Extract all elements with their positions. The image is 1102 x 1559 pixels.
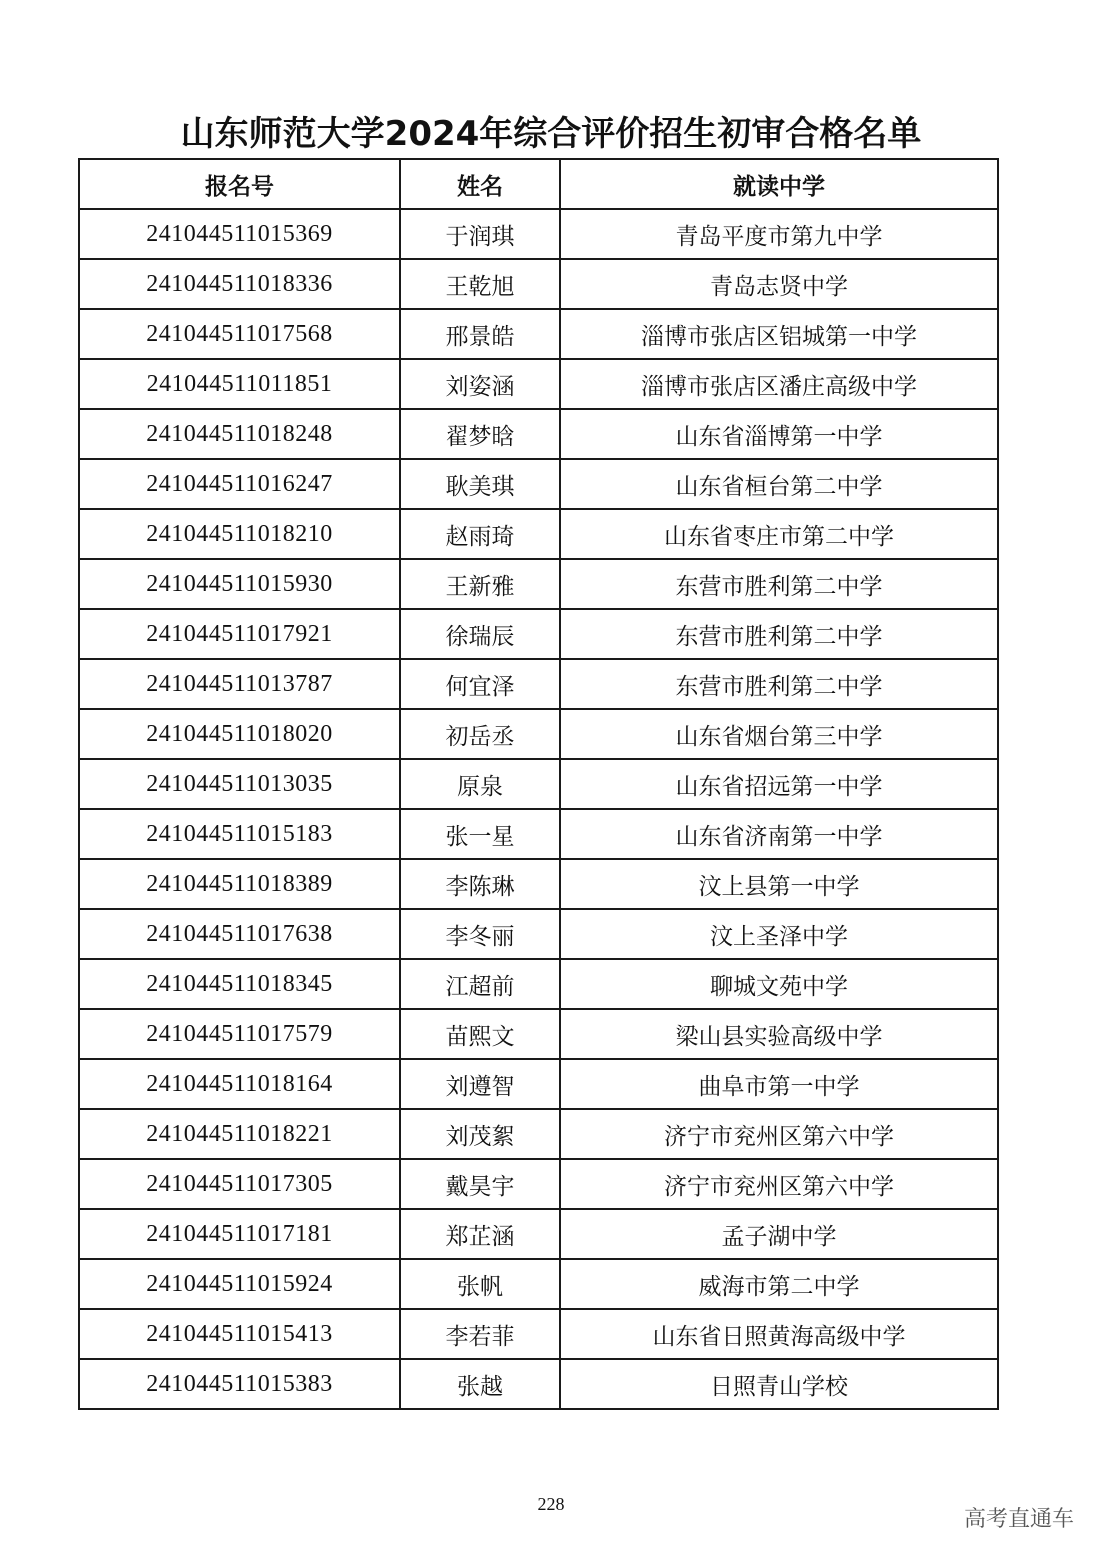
school-cell: 东营市胜利第二中学 [560, 609, 998, 659]
table-header-row [79, 159, 998, 209]
student-name-cell: 戴昊宇 [400, 1159, 560, 1209]
table-row [79, 609, 998, 659]
school-cell: 威海市第二中学 [560, 1259, 998, 1309]
student-name-cell: 于润琪 [400, 209, 560, 259]
student-name-cell: 刘遵智 [400, 1059, 560, 1109]
table-row [79, 359, 998, 409]
student-name-cell: 张帆 [400, 1259, 560, 1309]
header-registration-number: 报名号 [79, 159, 400, 209]
school-cell: 山东省桓台第二中学 [560, 459, 998, 509]
school-cell: 日照青山学校 [560, 1359, 998, 1409]
header-school: 就读中学 [560, 159, 998, 209]
page-title: 山东师范大学2024年综合评价招生初审合格名单 [180, 114, 922, 154]
school-cell: 山东省日照黄海高级中学 [560, 1309, 998, 1359]
table-row [79, 509, 998, 559]
student-name-cell: 张一星 [400, 809, 560, 859]
registration-number-cell: 241044511015924 [79, 1259, 400, 1309]
registration-number-cell: 241044511013787 [79, 659, 400, 709]
student-name-cell: 初岳丞 [400, 709, 560, 759]
table-row [79, 709, 998, 759]
school-cell: 曲阜市第一中学 [560, 1059, 998, 1109]
registration-number-cell: 241044511013035 [79, 759, 400, 809]
table-row [79, 659, 998, 709]
table-row [79, 859, 998, 909]
student-name-cell: 王新雅 [400, 559, 560, 609]
registration-number-cell: 241044511017181 [79, 1209, 400, 1259]
registration-number-cell: 241044511015369 [79, 209, 400, 259]
student-name-cell: 徐瑞辰 [400, 609, 560, 659]
student-name-cell: 翟梦晗 [400, 409, 560, 459]
student-name-cell: 苗熙文 [400, 1009, 560, 1059]
registration-number-cell: 241044511018345 [79, 959, 400, 1009]
school-cell: 东营市胜利第二中学 [560, 559, 998, 609]
table-row [79, 1359, 998, 1409]
school-cell: 山东省招远第一中学 [560, 759, 998, 809]
table-row [79, 909, 998, 959]
registration-number-cell: 241044511018221 [79, 1109, 400, 1159]
table-row [79, 259, 998, 309]
registration-number-cell: 241044511017921 [79, 609, 400, 659]
watermark-text: 高考直通车 [963, 1507, 1074, 1532]
school-cell: 青岛志贤中学 [560, 259, 998, 309]
school-cell: 汶上县第一中学 [560, 859, 998, 909]
school-cell: 淄博市张店区潘庄高级中学 [560, 359, 998, 409]
school-cell: 山东省济南第一中学 [560, 809, 998, 859]
school-cell: 济宁市兖州区第六中学 [560, 1109, 998, 1159]
school-cell: 东营市胜利第二中学 [560, 659, 998, 709]
student-name-cell: 赵雨琦 [400, 509, 560, 559]
school-cell: 梁山县实验高级中学 [560, 1009, 998, 1059]
registration-number-cell: 241044511015383 [79, 1359, 400, 1409]
registration-number-cell: 241044511017579 [79, 1009, 400, 1059]
table-row [79, 1309, 998, 1359]
school-cell: 孟子湖中学 [560, 1209, 998, 1259]
student-name-cell: 李若菲 [400, 1309, 560, 1359]
registration-number-cell: 241044511015413 [79, 1309, 400, 1359]
registration-number-cell: 241044511011851 [79, 359, 400, 409]
registration-number-cell: 241044511018020 [79, 709, 400, 759]
header-name: 姓名 [400, 159, 560, 209]
student-name-cell: 郑芷涵 [400, 1209, 560, 1259]
table-row [79, 1059, 998, 1109]
table-row [79, 959, 998, 1009]
registration-number-cell: 241044511018336 [79, 259, 400, 309]
registration-number-cell: 241044511016247 [79, 459, 400, 509]
table-row [79, 1209, 998, 1259]
registration-number-cell: 241044511017638 [79, 909, 400, 959]
page-number: 228 [537, 1494, 565, 1514]
school-cell: 山东省枣庄市第二中学 [560, 509, 998, 559]
student-name-cell: 江超前 [400, 959, 560, 1009]
table-row [79, 1259, 998, 1309]
student-name-cell: 刘茂絮 [400, 1109, 560, 1159]
registration-number-cell: 241044511018389 [79, 859, 400, 909]
table-row [79, 309, 998, 359]
student-name-cell: 何宜泽 [400, 659, 560, 709]
school-cell: 山东省烟台第三中学 [560, 709, 998, 759]
school-cell: 聊城文苑中学 [560, 959, 998, 1009]
table-row [79, 1159, 998, 1209]
student-name-cell: 王乾旭 [400, 259, 560, 309]
registration-number-cell: 241044511018248 [79, 409, 400, 459]
school-cell: 山东省淄博第一中学 [560, 409, 998, 459]
school-cell: 济宁市兖州区第六中学 [560, 1159, 998, 1209]
table-row [79, 559, 998, 609]
school-cell: 青岛平度市第九中学 [560, 209, 998, 259]
student-name-cell: 张越 [400, 1359, 560, 1409]
student-name-cell: 邢景皓 [400, 309, 560, 359]
admission-list-table [78, 158, 999, 1410]
student-name-cell: 原泉 [400, 759, 560, 809]
student-name-cell: 李陈琳 [400, 859, 560, 909]
table-row [79, 759, 998, 809]
registration-number-cell: 241044511015930 [79, 559, 400, 609]
table-row [79, 459, 998, 509]
student-name-cell: 耿美琪 [400, 459, 560, 509]
registration-number-cell: 241044511018210 [79, 509, 400, 559]
registration-number-cell: 241044511017568 [79, 309, 400, 359]
table-row [79, 809, 998, 859]
table-row [79, 409, 998, 459]
student-name-cell: 李冬丽 [400, 909, 560, 959]
table-row [79, 209, 998, 259]
student-name-cell: 刘姿涵 [400, 359, 560, 409]
table-row [79, 1109, 998, 1159]
school-cell: 淄博市张店区铝城第一中学 [560, 309, 998, 359]
table-row [79, 1009, 998, 1059]
registration-number-cell: 241044511015183 [79, 809, 400, 859]
registration-number-cell: 241044511018164 [79, 1059, 400, 1109]
registration-number-cell: 241044511017305 [79, 1159, 400, 1209]
school-cell: 汶上圣泽中学 [560, 909, 998, 959]
